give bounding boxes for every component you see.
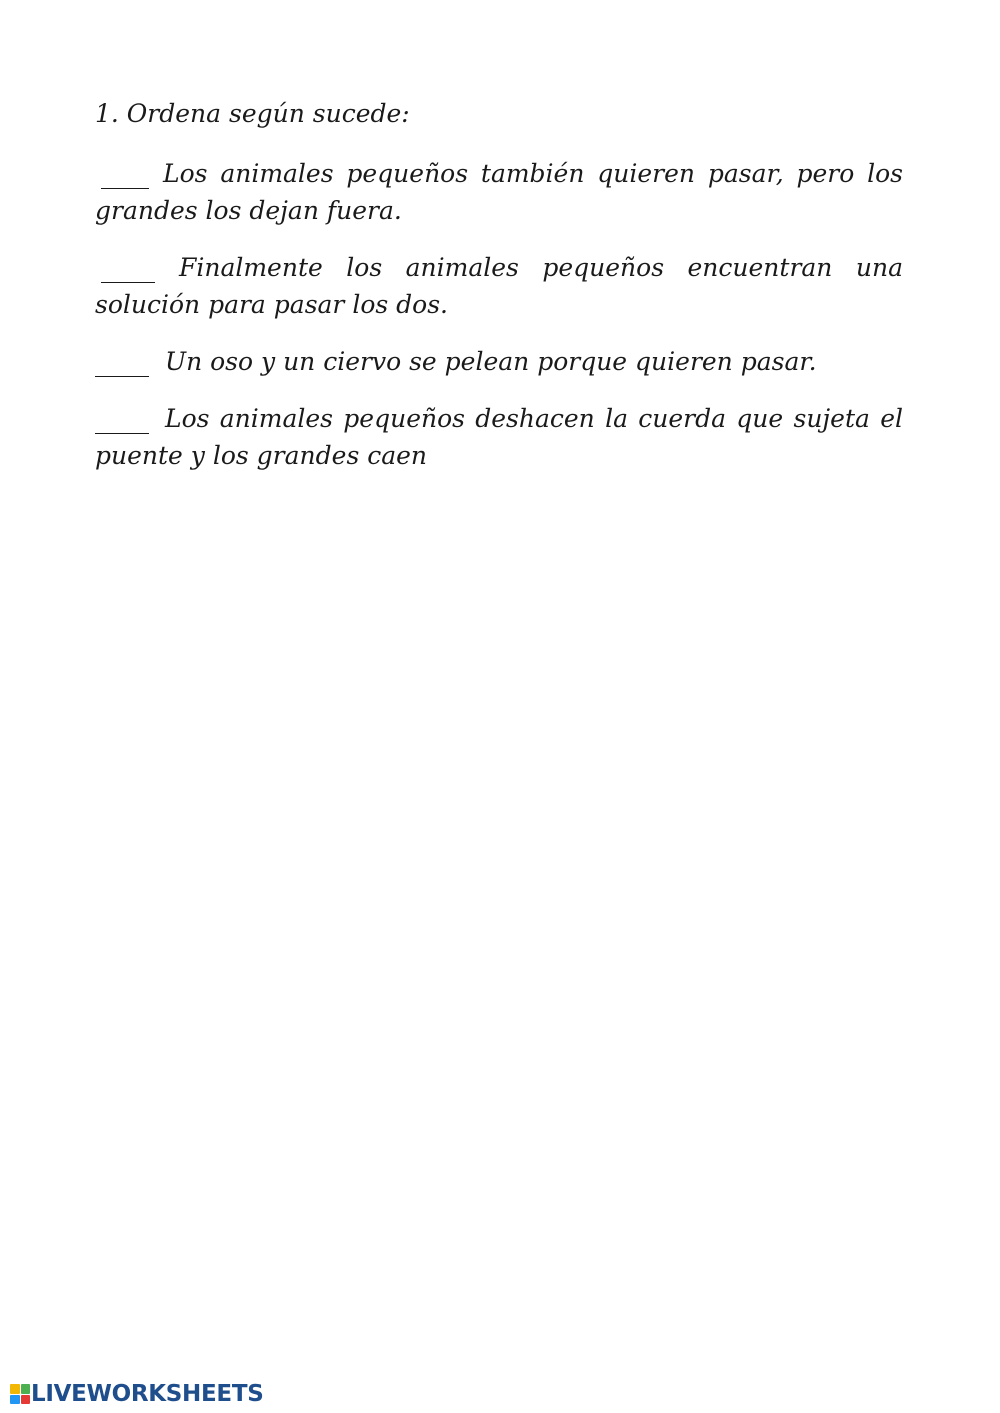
item-text: Un oso y un ciervo se pelean porque quieren pasar. xyxy=(165,347,817,376)
answer-blank-4[interactable] xyxy=(95,413,149,434)
liveworksheets-logo-icon xyxy=(10,1384,30,1404)
answer-blank-2[interactable] xyxy=(101,262,155,283)
list-item xyxy=(95,249,903,323)
brand-logo-text: LIVEWORKSHEETS xyxy=(31,1381,264,1407)
list-item xyxy=(95,343,903,380)
footer-branding xyxy=(10,1381,263,1407)
item-text: Finalmente los animales pequeños encuentran una solución para pasar los dos. xyxy=(95,253,903,319)
list-item xyxy=(95,155,903,229)
answer-blank-1[interactable] xyxy=(101,168,149,189)
item-text: Los animales pequeños también quieren pasar, pero los grandes los dejan fuera. xyxy=(95,159,903,225)
item-text: Los animales pequeños deshacen la cuerda que sujeta el puente y los grandes caen xyxy=(95,404,903,470)
answer-blank-3[interactable] xyxy=(95,356,149,377)
worksheet-content xyxy=(95,95,903,494)
question-title: 1. Ordena según sucede: xyxy=(95,99,410,128)
list-item xyxy=(95,400,903,474)
